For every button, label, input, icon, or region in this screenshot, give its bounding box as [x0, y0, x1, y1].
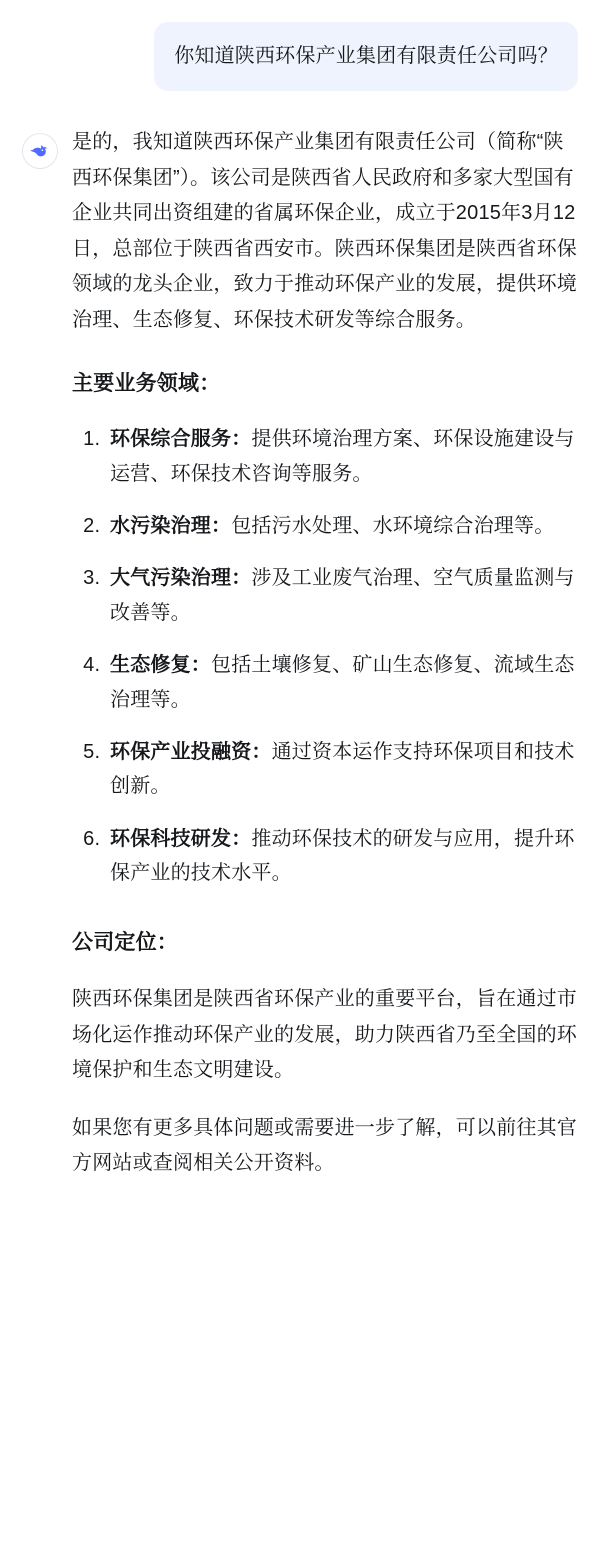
list-item-term: 生态修复：: [110, 654, 211, 677]
list-item-term: 环保综合服务：: [110, 428, 252, 451]
spacer: [72, 916, 578, 926]
list-item: [106, 822, 578, 891]
whale-logo-icon: [29, 140, 51, 162]
list-item-desc: 推动环保技术的研发与应用，提升环保产业的技术水平。: [110, 827, 575, 885]
business-areas-list: [72, 422, 578, 890]
company-position-paragraph: 陕西环保集团是陕西省环保产业的重要平台，旨在通过市场化运作推动环保产业的发展，助力陕西省乃至全国的环境保护和生态文明建设。: [72, 988, 577, 1082]
user-message-row: [22, 22, 578, 91]
assistant-message-content: [72, 125, 578, 1204]
list-item: [106, 735, 578, 804]
list-item-desc: 包括土壤修复、矿山生态修复、流域生态治理等。: [110, 654, 575, 711]
assistant-avatar: [22, 133, 58, 169]
closing-paragraph: 如果您有更多具体问题或需要进一步了解，可以前往其官方网站或查阅相关公开资料。: [72, 1116, 577, 1175]
assistant-message-row: [22, 125, 578, 1204]
list-item-desc: 通过资本运作支持环保项目和技术创新。: [110, 740, 575, 798]
user-message-bubble[interactable]: 你知道陕西环保产业集团有限责任公司吗？: [154, 22, 578, 91]
list-item: [106, 509, 578, 543]
company-position-heading: 公司定位：: [72, 931, 178, 955]
list-item-term: 环保产业投融资：: [110, 740, 272, 763]
list-item-term: 环保科技研发：: [110, 827, 252, 850]
list-item-term: 水污染治理：: [110, 514, 232, 537]
list-item-desc: 提供环境治理方案、环保设施建设与运营、环保技术咨询等服务。: [110, 428, 575, 485]
list-item: [106, 561, 578, 630]
list-item-desc: 涉及工业废气治理、空气质量监测与改善等。: [110, 567, 575, 624]
list-item: [106, 648, 578, 717]
list-item: [106, 422, 578, 491]
business-areas-heading: 主要业务领域：: [72, 371, 221, 395]
assistant-intro-paragraph: 是的，我知道陕西环保产业集团有限责任公司（简称“陕西环保集团”）。该公司是陕西省人民政府和多家大型国有企业共同出资组建的省属环保企业，成立于2015年3月12日，总部位于陕西省西安市。陕西环保集团是陕西省环保领域的龙头企业，致力于推动环保产业的发展，提供环境治理、生态修复、环保技术研发等综合服务。: [72, 131, 577, 331]
list-item-desc: 包括污水处理、水环境综合治理等。: [231, 514, 555, 537]
list-item-term: 大气污染治理：: [110, 567, 252, 590]
